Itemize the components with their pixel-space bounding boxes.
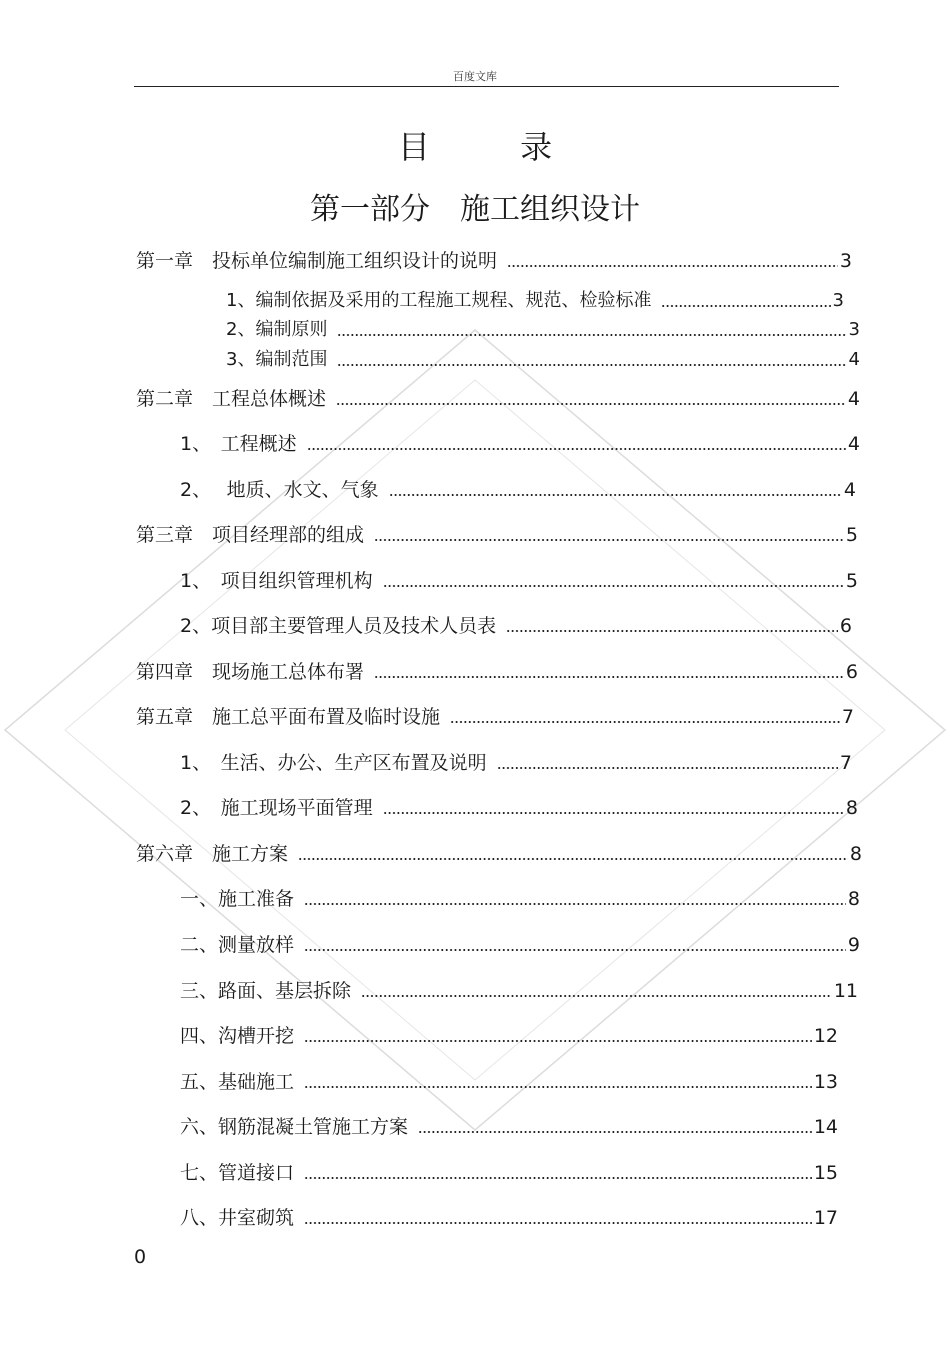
toc-entry[interactable]: [180, 790, 858, 820]
toc-entry[interactable]: [180, 927, 860, 957]
toc-entry-page: 3: [848, 319, 860, 340]
toc-entry-page: 13: [813, 1071, 838, 1093]
toc-entry[interactable]: [180, 1109, 838, 1139]
toc-entry-page: 6: [845, 661, 858, 683]
toc-entry[interactable]: [136, 381, 860, 411]
toc-entry[interactable]: [136, 699, 854, 729]
part-title: 第一部分 施工组织设计: [310, 192, 640, 227]
toc-entry-page: 4: [847, 433, 860, 455]
toc-entry[interactable]: [136, 517, 858, 547]
toc-leader-dots: [304, 901, 846, 907]
toc-leader-dots: [304, 947, 846, 953]
toc-entry-page: 6: [839, 615, 852, 637]
toc-entry[interactable]: [180, 608, 852, 638]
toc-entry[interactable]: [180, 426, 860, 456]
toc-entry[interactable]: [180, 973, 858, 1003]
toc-entry-label: 2、 施工现场平面管理: [180, 797, 373, 819]
toc-leader-dots: [450, 719, 840, 725]
toc-entry-label: 五、基础施工: [180, 1071, 295, 1093]
toc-leader-dots: [337, 332, 846, 338]
header-rule: [134, 86, 839, 87]
toc-leader-dots: [497, 765, 838, 771]
toc-entry-page: 7: [841, 706, 854, 728]
toc-entry-label: 七、管道接口: [180, 1162, 295, 1184]
toc-entry-label: 2、 地质、水文、气象: [180, 479, 379, 501]
toc-leader-dots: [418, 1129, 812, 1135]
toc-leader-dots: [506, 628, 838, 634]
toc-entry-label: 一、施工准备: [180, 888, 295, 910]
toc-entry-page: 14: [813, 1116, 838, 1138]
header-site-name: 百度文库: [453, 70, 497, 83]
toc-leader-dots: [383, 810, 844, 816]
toc-entry[interactable]: [180, 745, 852, 775]
toc-title: 目 录: [397, 128, 593, 166]
toc-entry[interactable]: [180, 1200, 838, 1230]
toc-entry-page: 9: [847, 934, 860, 956]
toc-entry-label: 三、路面、基层拆除: [180, 980, 352, 1002]
toc-entry-page: 11: [833, 980, 858, 1002]
toc-leader-dots: [298, 856, 848, 862]
toc-entry-label: 1、 生活、办公、生产区布置及说明: [180, 752, 487, 774]
toc-entry-label: 1、编制依据及采用的工程施工规程、规范、检验标准: [226, 290, 652, 311]
toc-leader-dots: [304, 1038, 812, 1044]
toc-entry-label: 二、测量放样: [180, 934, 295, 956]
toc-entry-label: 六、钢筋混凝土管施工方案: [180, 1116, 409, 1138]
toc-entry[interactable]: [180, 881, 860, 911]
toc-entry-page: 4: [848, 349, 860, 370]
toc-entry[interactable]: [180, 1064, 838, 1094]
toc-leader-dots: [507, 263, 838, 269]
toc-leader-dots: [304, 1175, 812, 1181]
toc-leader-dots: [304, 1084, 812, 1090]
toc-leader-dots: [361, 993, 832, 999]
toc-entry[interactable]: [136, 836, 862, 866]
toc-entry-label: 四、沟槽开挖: [180, 1025, 295, 1047]
toc-entry-page: 5: [845, 570, 858, 592]
toc-entry[interactable]: [226, 342, 860, 372]
toc-entry-label: 第六章 施工方案: [136, 843, 289, 865]
toc-entry[interactable]: [180, 1155, 838, 1185]
toc-entry-label: 2、编制原则: [226, 319, 328, 340]
toc-entry-label: 第一章 投标单位编制施工组织设计的说明: [136, 250, 498, 272]
toc-leader-dots: [337, 362, 846, 368]
toc-entry[interactable]: [136, 243, 852, 273]
toc-entry-page: 7: [839, 752, 852, 774]
toc-entry-label: 第二章 工程总体概述: [136, 388, 327, 410]
toc-entry-page: 8: [849, 843, 862, 865]
toc-entry-label: 第四章 现场施工总体布署: [136, 661, 365, 683]
toc-leader-dots: [304, 1220, 812, 1226]
toc-entry-page: 5: [845, 524, 858, 546]
page-number: 0: [134, 1246, 147, 1268]
toc-leader-dots: [374, 537, 844, 543]
toc-entry-page: 4: [847, 388, 860, 410]
toc-entry-page: 8: [845, 797, 858, 819]
toc-entry-label: 2、项目部主要管理人员及技术人员表: [180, 615, 497, 637]
toc-leader-dots: [336, 401, 846, 407]
toc-leader-dots: [307, 446, 846, 452]
toc-entry-page: 15: [813, 1162, 838, 1184]
toc-leader-dots: [374, 674, 844, 680]
toc-leader-dots: [661, 303, 830, 309]
toc-entry-label: 八、井室砌筑: [180, 1207, 295, 1229]
toc-entry-page: 12: [813, 1025, 838, 1047]
toc-entry-label: 第三章 项目经理部的组成: [136, 524, 365, 546]
toc-entry-label: 1、 工程概述: [180, 433, 297, 455]
toc-entry-page: 3: [839, 250, 852, 272]
toc-entry-page: 17: [813, 1207, 838, 1229]
toc-entry-label: 3、编制范围: [226, 349, 328, 370]
toc-entry-label: 1、 项目组织管理机构: [180, 570, 373, 592]
toc-entry[interactable]: [180, 472, 856, 502]
toc-entry[interactable]: [180, 1018, 838, 1048]
toc-entry[interactable]: [136, 654, 858, 684]
toc-entry-page: 8: [847, 888, 860, 910]
toc-entry-label: 第五章 施工总平面布置及临时设施: [136, 706, 441, 728]
toc-entry[interactable]: [226, 312, 860, 342]
toc-entry-page: 3: [832, 290, 844, 311]
toc-entry[interactable]: [226, 283, 844, 313]
toc-entry-page: 4: [843, 479, 856, 501]
toc-leader-dots: [389, 492, 842, 498]
toc-entry[interactable]: [180, 563, 858, 593]
toc-leader-dots: [383, 583, 844, 589]
